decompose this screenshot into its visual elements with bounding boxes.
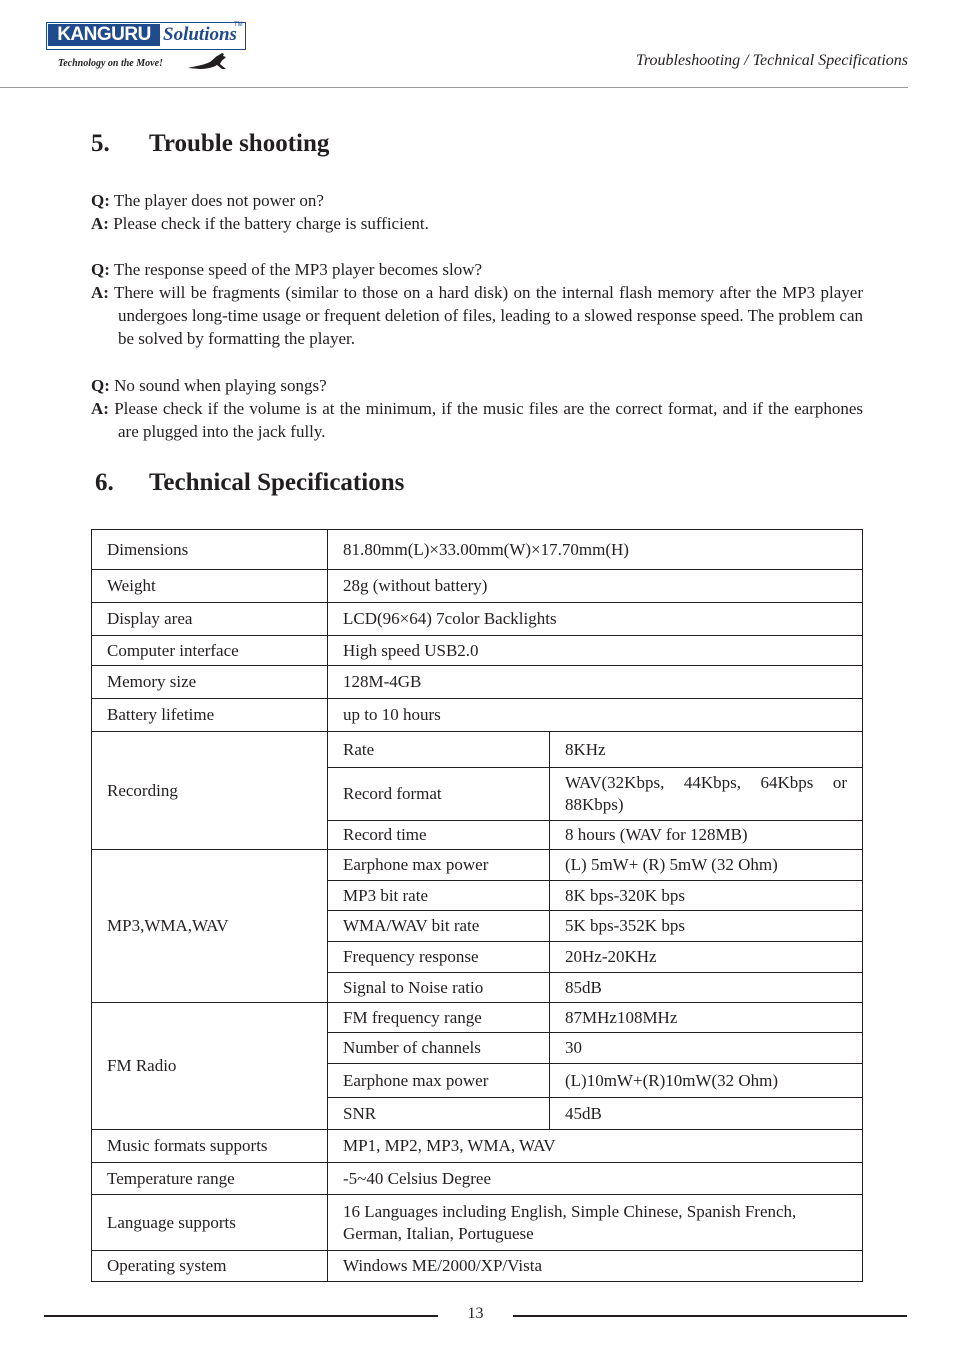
spec-value: 20Hz-20KHz [550, 942, 863, 973]
spec-value: 28g (without battery) [328, 570, 863, 603]
spec-group-label: Recording [92, 732, 328, 850]
a-text: Please check if the battery charge is sufficient. [113, 214, 429, 233]
table-row [92, 699, 863, 732]
heading-text: Trouble shooting [149, 130, 330, 157]
table-row [92, 1130, 863, 1163]
spec-label: Temperature range [92, 1163, 328, 1195]
spec-group-label: MP3,WMA,WAV [92, 850, 328, 1003]
table-row [92, 666, 863, 699]
spec-label: Weight [92, 570, 328, 603]
q-text: The response speed of the MP3 player becomes slow? [113, 260, 483, 279]
heading-number: 6. [95, 469, 114, 496]
table-row [92, 570, 863, 603]
header-section-title: Troubleshooting / Technical Specifications [635, 52, 908, 69]
q-text: The player does not power on? [113, 191, 324, 210]
table-row [92, 1163, 863, 1195]
spec-value: 30 [550, 1033, 863, 1064]
logo-trademark: TM [234, 22, 243, 28]
faq-question [91, 374, 863, 397]
table-row [92, 732, 863, 768]
a-label: A: [91, 283, 109, 302]
spec-value: 128M-4GB [328, 666, 863, 699]
technical-specifications-heading [95, 469, 404, 497]
spec-value-line: 88Kbps) [565, 795, 624, 814]
spec-label: Memory size [92, 666, 328, 699]
q-text: No sound when playing songs? [114, 376, 327, 395]
spec-label: Dimensions [92, 530, 328, 570]
spec-label: Battery lifetime [92, 699, 328, 732]
q-label: Q: [91, 260, 110, 279]
spec-label: Music formats supports [92, 1130, 328, 1163]
spec-sub-label: SNR [328, 1098, 550, 1130]
spec-value-line: German, Italian, Portuguese [343, 1223, 534, 1243]
spec-sub-label: Rate [328, 732, 550, 768]
spec-value: 8K bps-320K bps [550, 881, 863, 911]
spec-value: up to 10 hours [328, 699, 863, 732]
table-row [92, 1003, 863, 1033]
table-row [92, 636, 863, 666]
faq-answer [91, 212, 863, 235]
table-row [92, 530, 863, 570]
specifications-table [91, 529, 863, 1282]
a-text: Please check if the volume is at the minimum, if the music files are the correct format, and if the earphones are plugged into the jack fully. [114, 399, 864, 441]
spec-value: -5~40 Celsius Degree [328, 1163, 863, 1195]
spec-group-label: FM Radio [92, 1003, 328, 1130]
footer-rule-right [513, 1315, 907, 1317]
heading-number: 5. [91, 130, 110, 157]
spec-value: Windows ME/2000/XP/Vista [328, 1251, 863, 1282]
table-row [92, 1195, 863, 1251]
spec-value: 81.80mm(L)×33.00mm(W)×17.70mm(H) [328, 530, 863, 570]
spec-value [328, 1195, 863, 1251]
a-text: There will be fragments (similar to those on a hard disk) on the internal flash memory after the MP3 player undergoes long-time usage or frequent deletion of files, leading to a slowed response speed. The problem can be solved by formatting the player. [113, 283, 863, 348]
page-number: 13 [467, 1305, 484, 1322]
header-divider [0, 87, 908, 88]
spec-value: (L)10mW+(R)10mW(32 Ohm) [550, 1064, 863, 1098]
heading-text: Technical Specifications [149, 469, 405, 496]
spec-label: Display area [92, 603, 328, 636]
spec-value: 8 hours (WAV for 128MB) [550, 821, 863, 850]
spec-value: 8KHz [550, 732, 863, 768]
faq-item [91, 374, 863, 443]
faq-answer [91, 281, 863, 350]
trouble-shooting-heading [91, 130, 329, 158]
spec-sub-label: Record format [328, 768, 550, 821]
logo-tagline: Technology on the Move! [58, 58, 163, 69]
a-label: A: [91, 214, 109, 233]
table-row [92, 850, 863, 881]
spec-sub-label: WMA/WAV bit rate [328, 911, 550, 942]
spec-sub-label: Signal to Noise ratio [328, 973, 550, 1003]
spec-value [550, 768, 863, 821]
table-row [92, 1251, 863, 1282]
spec-sub-label: Record time [328, 821, 550, 850]
table-row [92, 603, 863, 636]
spec-sub-label: Earphone max power [328, 1064, 550, 1098]
spec-value-line: 16 Languages including English, Simple Chinese, Spanish French, [343, 1201, 797, 1221]
faq-item [91, 189, 863, 235]
kanguru-logo [46, 22, 246, 78]
faq-answer [91, 397, 863, 443]
spec-sub-label: Frequency response [328, 942, 550, 973]
q-label: Q: [91, 191, 110, 210]
spec-value: 45dB [550, 1098, 863, 1130]
faq-question [91, 189, 863, 212]
logo-brand: KANGURU [48, 24, 160, 46]
spec-value: (L) 5mW+ (R) 5mW (32 Ohm) [550, 850, 863, 881]
footer-rule-left [44, 1315, 438, 1317]
spec-value: 85dB [550, 973, 863, 1003]
spec-sub-label: FM frequency range [328, 1003, 550, 1033]
spec-value: LCD(96×64) 7color Backlights [328, 603, 863, 636]
faq-question [91, 258, 863, 281]
spec-value: 87MHz108MHz [550, 1003, 863, 1033]
spec-value: High speed USB2.0 [328, 636, 863, 666]
logo-solutions: Solutions [163, 24, 237, 45]
spec-label: Computer interface [92, 636, 328, 666]
spec-sub-label: MP3 bit rate [328, 881, 550, 911]
spec-sub-label: Earphone max power [328, 850, 550, 881]
faq-item [91, 258, 863, 350]
kangaroo-icon [186, 50, 236, 72]
spec-label: Operating system [92, 1251, 328, 1282]
a-label: A: [91, 399, 109, 418]
spec-value: 5K bps-352K bps [550, 911, 863, 942]
q-label: Q: [91, 376, 110, 395]
spec-value-line: WAV(32Kbps, 44Kbps, 64Kbps or [565, 773, 847, 792]
spec-label: Language supports [92, 1195, 328, 1251]
spec-sub-label: Number of channels [328, 1033, 550, 1064]
spec-value: MP1, MP2, MP3, WMA, WAV [328, 1130, 863, 1163]
